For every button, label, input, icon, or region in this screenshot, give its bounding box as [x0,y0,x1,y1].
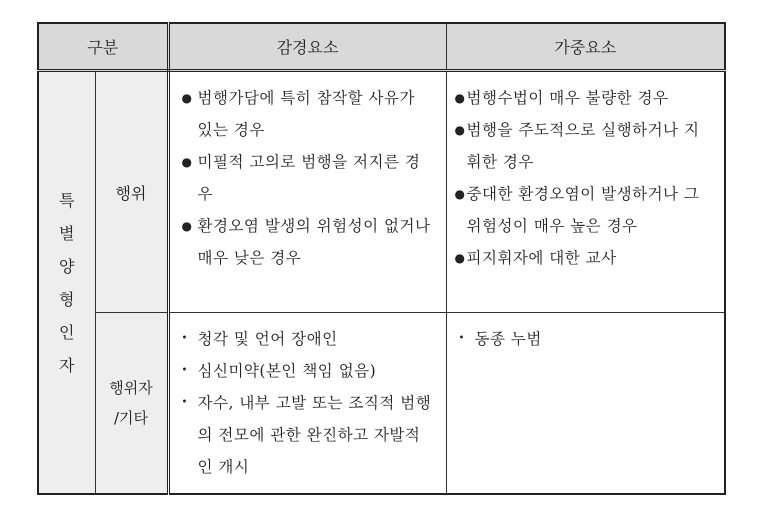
list-item: • 자수, 내부 고발 또는 조직적 범행의 전모에 관한 완진하고 자발적인 개시 [178,387,436,483]
aggravating-act-list [447,72,725,284]
bullet-icon: • [181,397,188,408]
mitigating-actor-cell [168,313,446,495]
bullet-icon: ● [181,219,193,233]
header-aggravating: 가중요소 [446,23,725,71]
bullet-icon: • [181,333,188,344]
row-label-actor: 행위자 /기타 [95,313,168,495]
header-category: 구분 [38,23,168,71]
header-mitigating: 감경요소 [168,23,446,71]
list-item: ● 중대한 환경오염이 발생하거나 그 위험성이 매우 높은 경우 [455,178,715,242]
bullet-icon: ● [181,155,193,169]
bullet-icon: ● [454,91,466,105]
list-item: ● 범행가담에 특히 참작할 사유가 있는 경우 [178,82,436,146]
category-cell [38,71,95,495]
list-item: • 동종 누범 [455,323,715,355]
bullet-icon: ● [454,187,466,201]
list-item: ● 범행수법이 매우 불량한 경우 [455,82,715,114]
table-row [38,71,725,313]
bullet-icon: ● [454,123,466,137]
aggravating-act-cell [446,71,725,313]
mitigating-act-list [170,72,446,284]
list-item: ● 환경오염 발생의 위험성이 없거나 매우 낮은 경우 [178,210,436,274]
aggravating-actor-cell [446,313,725,495]
bullet-icon: ● [454,251,466,265]
list-item: ● 피지휘자에 대한 교사 [455,242,715,274]
bullet-icon: ● [181,91,193,105]
category-label: 특 별 양 형 인 자 [59,190,75,375]
row-label-act: 행위 [95,71,168,313]
mitigating-actor-list [170,313,446,493]
sentencing-factors-table [37,22,726,495]
table-row [38,313,725,495]
aggravating-actor-list [447,313,725,365]
bullet-icon: • [458,333,465,344]
list-item: • 청각 및 언어 장애인 [178,323,436,355]
header-row [38,23,725,71]
list-item: • 심신미약(본인 책임 없음) [178,355,436,387]
list-item: ● 범행을 주도적으로 실행하거나 지휘한 경우 [455,114,715,178]
bullet-icon: • [181,365,188,376]
mitigating-act-cell [168,71,446,313]
list-item: ● 미필적 고의로 범행을 저지른 경우 [178,146,436,210]
